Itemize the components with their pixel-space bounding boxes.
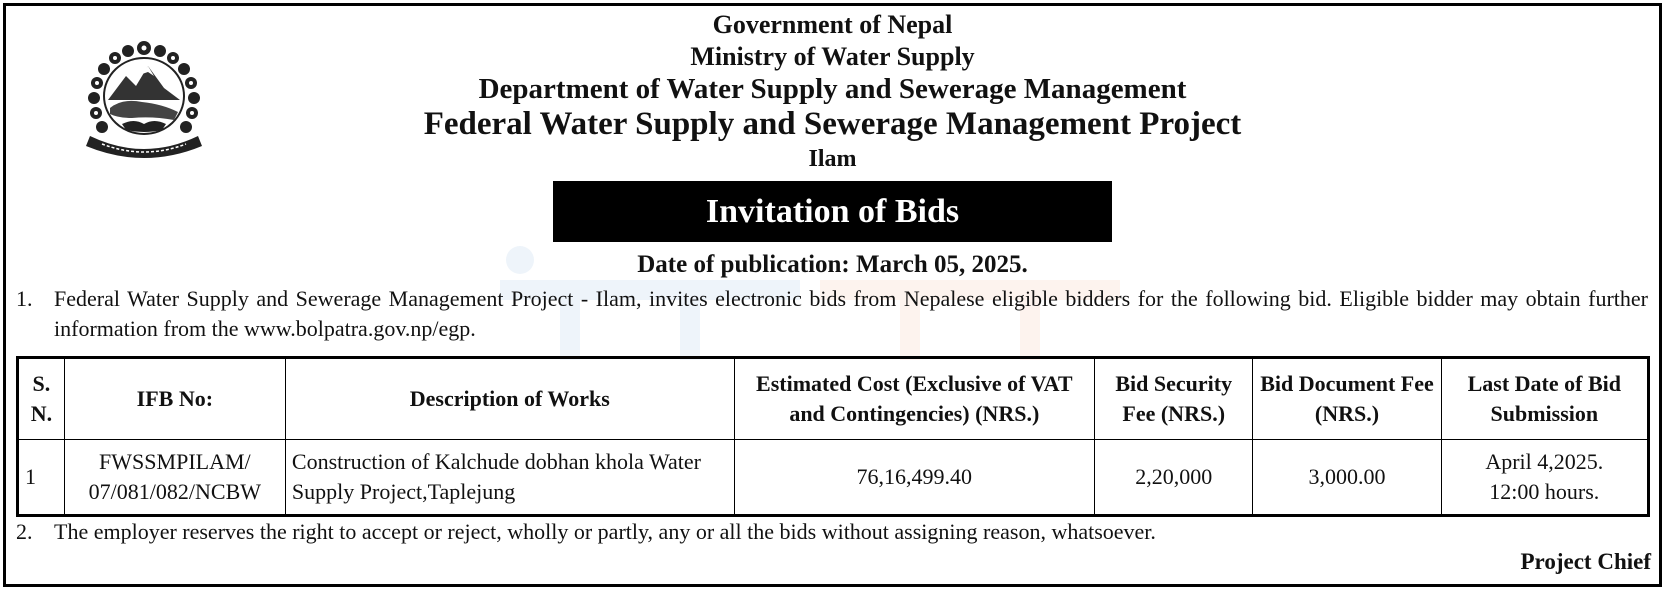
paragraph-2-number: 2. xyxy=(16,519,33,544)
header-location: Ilam xyxy=(808,146,857,172)
col-header-deadline: Last Date of Bid Submission xyxy=(1441,358,1648,440)
paragraph-1-text: Federal Water Supply and Sewerage Management Project - Ilam, invites electronic bids from Nepalese eligible bidders for the following bid. Eligible bidder may obtain further information from the www.bolpatra.gov.np/egp. xyxy=(54,286,1648,341)
cell-ifb: FWSSMPILAM/ 07/081/082/NCBW xyxy=(64,440,285,516)
header-government: Government of Nepal xyxy=(712,10,953,39)
publication-date: Date of publication: March 05, 2025. xyxy=(637,251,1028,278)
cell-deadline-time: 12:00 hours. xyxy=(1489,479,1600,504)
cell-deadline-date: April 4,2025. xyxy=(1485,449,1604,474)
col-header-ifb: IFB No: xyxy=(64,358,285,440)
cell-document: 3,000.00 xyxy=(1253,440,1441,516)
col-header-document: Bid Document Fee (NRS.) xyxy=(1253,358,1441,440)
paragraph-1-number: 1. xyxy=(16,286,33,311)
table-header-row xyxy=(18,358,1649,440)
table-row xyxy=(18,440,1649,516)
cell-cost: 76,16,499.40 xyxy=(734,440,1094,516)
col-header-description: Description of Works xyxy=(285,358,734,440)
header-department: Department of Water Supply and Sewerage Management xyxy=(478,73,1187,105)
cell-description: Construction of Kalchude dobhan khola Water Supply Project,Taplejung xyxy=(285,440,734,516)
paragraph-1 xyxy=(16,284,1648,344)
col-header-cost: Estimated Cost (Exclusive of VAT and Contingencies) (NRS.) xyxy=(734,358,1094,440)
header-project: Federal Water Supply and Sewerage Management Project xyxy=(423,106,1242,142)
paragraph-2 xyxy=(16,517,1648,547)
header-ministry: Ministry of Water Supply xyxy=(690,42,975,71)
cell-deadline xyxy=(1441,440,1648,516)
signoff: Project Chief xyxy=(1520,549,1651,574)
bids-table xyxy=(16,356,1650,517)
cell-sn: 1 xyxy=(18,440,65,516)
paragraph-2-text: The employer reserves the right to accept or reject, wholly or partly, any or all the bids without assigning reason, whatsoever. xyxy=(54,519,1156,544)
col-header-sn: S. N. xyxy=(18,358,65,440)
cell-security: 2,20,000 xyxy=(1095,440,1253,516)
col-header-security: Bid Security Fee (NRS.) xyxy=(1095,358,1253,440)
invitation-banner: Invitation of Bids xyxy=(553,181,1112,242)
